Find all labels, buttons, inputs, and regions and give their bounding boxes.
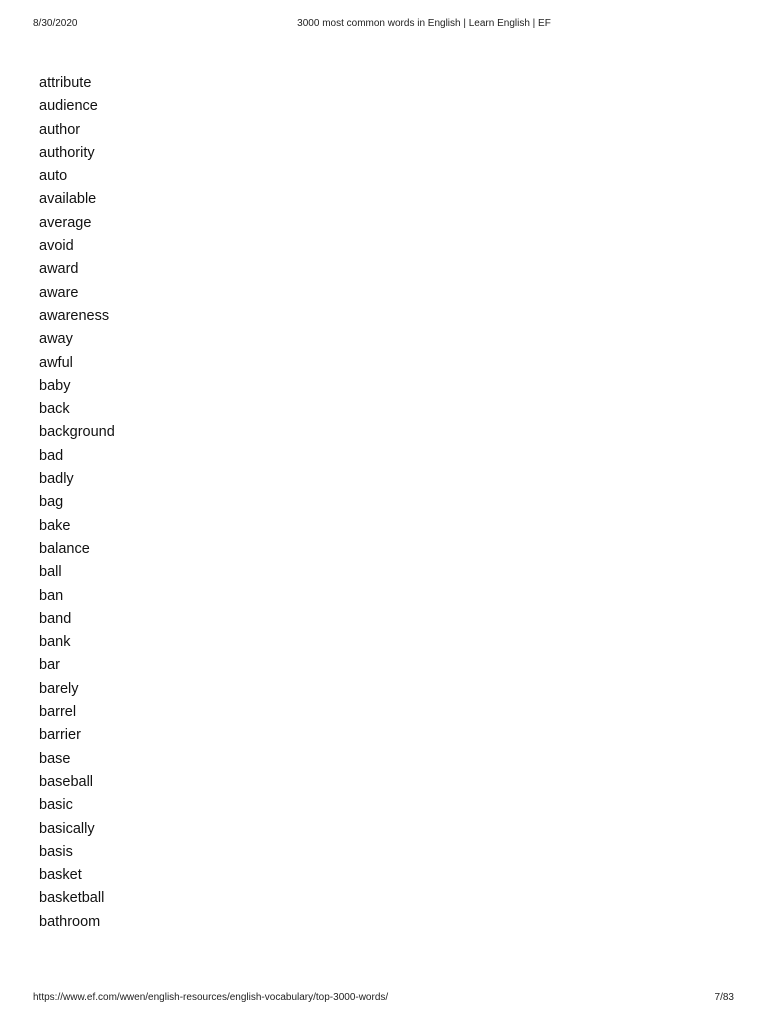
list-item: bake [39, 517, 71, 534]
list-item: average [39, 214, 92, 231]
list-item: back [39, 401, 70, 418]
list-item: awareness [39, 307, 110, 324]
list-item: avoid [39, 238, 74, 255]
list-item: awful [39, 354, 73, 371]
list-item: base [39, 750, 71, 767]
list-item: barrel [39, 704, 77, 721]
list-item: baseball [39, 773, 94, 790]
list-item: available [39, 191, 97, 208]
list-item: balance [39, 540, 90, 557]
list-item: basketball [39, 890, 105, 907]
list-item: auto [39, 168, 68, 185]
list-item: aware [39, 284, 79, 301]
list-item: audience [39, 98, 98, 115]
list-item: background [39, 424, 115, 441]
list-item: author [39, 121, 81, 138]
list-item: baby [39, 377, 71, 394]
list-item: ball [39, 564, 62, 581]
list-item: basket [39, 867, 82, 884]
word-list [39, 72, 115, 934]
source-url: https://www.ef.com/wwen/english-resources/english-vocabulary/top-3000-words/ [33, 992, 389, 1003]
list-item: bad [39, 447, 64, 464]
list-item: authority [39, 144, 95, 161]
list-item: award [39, 261, 79, 278]
list-item: bag [39, 494, 64, 511]
list-item: away [39, 331, 73, 348]
list-item: band [39, 610, 72, 627]
page-number: 7/83 [714, 992, 734, 1003]
list-item: attribute [39, 75, 92, 91]
list-item: barely [39, 680, 79, 697]
list-item: barrier [39, 727, 81, 744]
list-item: basically [39, 820, 95, 837]
list-item: basis [39, 843, 73, 860]
print-date: 8/30/2020 [33, 18, 78, 29]
page-title: 3000 most common words in English | Learn English | EF [297, 18, 551, 29]
list-item: ban [39, 587, 64, 604]
list-item: bar [39, 657, 60, 674]
list-item: bank [39, 634, 71, 651]
list-item: badly [39, 471, 74, 488]
list-item: basic [39, 797, 73, 814]
list-item: bathroom [39, 913, 101, 930]
